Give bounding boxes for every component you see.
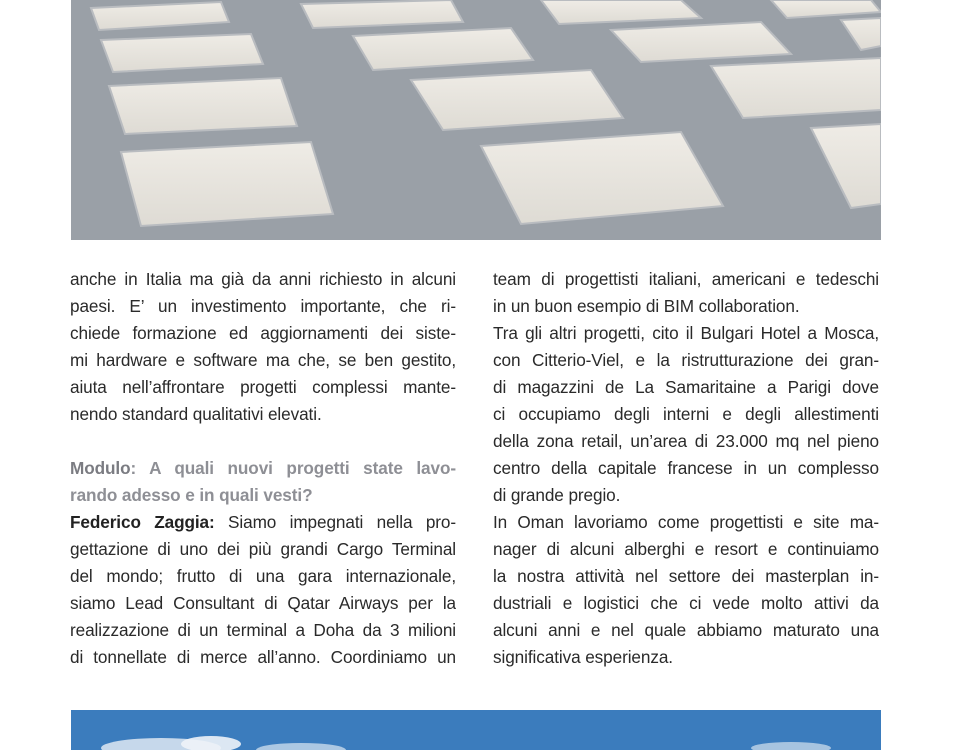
answer-text: Siamo impegnati nella pro- [214,512,456,532]
text-line: aiuta nell’affrontare progetti complessi mante- [70,377,456,397]
interview-answer [70,509,456,536]
text-line: dustriali e logistici che ci vede molto attivi da [493,593,879,613]
text-line: del mondo; frutto di una gara internazionale, [70,566,456,586]
text-line: In Oman lavoriamo come progettisti e site ma- [493,512,879,532]
text-line: nendo standard qualitativi elevati. [70,404,322,424]
text-line: Tra gli altri progetti, cito il Bulgari Hotel a Mosca, [493,323,879,343]
text-line: di grande pregio. [493,485,621,505]
header-photo [71,0,881,240]
text-line: in un buon esempio di BIM collaboration. [493,296,800,316]
text-line: con Citterio-Viel, e la ristrutturazione dei gran- [493,350,879,370]
text-line: nager di alcuni alberghi e resort e continuiamo [493,539,879,559]
interview-question [70,455,456,482]
paragraph-gap [70,428,456,455]
text-line: di magazzini de La Samaritaine a Parigi dove [493,377,879,397]
glass-grid-image [71,0,881,240]
text-line: anche in Italia ma già da anni richiesto in alcuni [70,269,456,289]
text-line: significativa esperienza. [493,647,673,667]
text-line: alcuni anni e nel quale abbiamo maturato una [493,620,879,640]
text-line: chiede formazione ed aggiornamenti dei siste- [70,323,456,343]
right-column [493,266,879,671]
text-line: gettazione di uno dei più grandi Cargo Terminal [70,539,456,559]
left-column [70,266,456,671]
text-line: ci occupiamo degli interni e degli allestimenti [493,404,879,424]
text-line: la nostra attività nel settore dei masterplan in- [493,566,879,586]
answer-speaker: Federico Zaggia: [70,512,215,532]
footer-photo [71,710,881,750]
text-line: mi hardware e software ma che, se ben gestito, [70,350,456,370]
question-speaker: Modulo [70,458,131,478]
question-text-line: rando adesso e in quali vesti? [70,485,313,505]
text-line: di tonnellate di merce all’anno. Coordiniamo un [70,647,456,667]
sky-image [71,710,881,750]
text-line: centro della capitale francese in un complesso [493,458,879,478]
text-line: siamo Lead Consultant di Qatar Airways per la [70,593,456,613]
text-line: paesi. E’ un investimento importante, che ri- [70,296,456,316]
text-line: realizzazione di un terminal a Doha da 3 milioni [70,620,456,640]
question-text: : A quali nuovi progetti state lavo- [130,458,456,478]
text-line: team di progettisti italiani, americani e tedeschi [493,269,879,289]
text-line: della zona retail, un’area di 23.000 mq nel pieno [493,431,879,451]
